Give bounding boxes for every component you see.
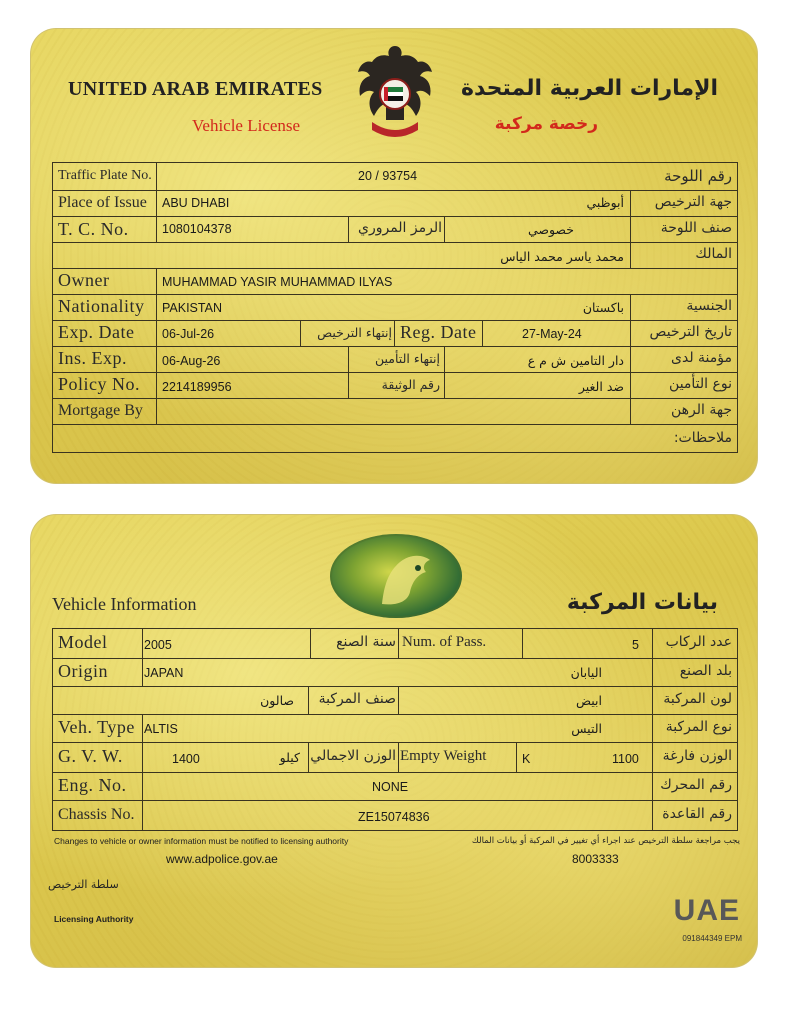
hologram-falcon [330, 534, 462, 618]
label-ar-traffic-plate: رقم اللوحة [664, 167, 732, 185]
label-ar-vehicle-color: لون المركبة [663, 691, 732, 707]
value-empty-weight: 1100 [612, 752, 639, 766]
vehicle-information-title: Vehicle Information [52, 594, 197, 614]
label-ar-empty-weight: الوزن فارغة [662, 748, 732, 764]
label-empty-weight: Empty Weight [400, 748, 487, 764]
value-ar-insurer: دار التامين ش م ع [527, 353, 624, 368]
header-country-ar: الإمارات العربية المتحدة [460, 76, 718, 101]
label-ar-engine-number: رقم المحرك [660, 777, 732, 793]
value-chassis-number: ZE15074836 [358, 810, 430, 824]
label-ar-license-expiry: إنتهاء الترخيص [317, 325, 392, 340]
licensing-authority-en: Licensing Authority [54, 914, 134, 924]
label-engine-number: Eng. No. [58, 775, 127, 795]
header-country-en: UNITED ARAB EMIRATES [68, 78, 323, 100]
row-insurance-expiry [52, 346, 738, 373]
row-origin [52, 658, 738, 687]
website-link[interactable]: www.adpolice.gov.ae [166, 852, 278, 866]
value-tc-number: 1080104378 [162, 222, 232, 236]
value-traffic-plate: 20 / 93754 [358, 169, 418, 183]
label-ar-manufacture-year: سنة الصنع [336, 634, 396, 650]
row-mortgage [52, 398, 738, 425]
value-ar-origin: اليابان [570, 665, 602, 680]
label-ar-traffic-code: الرمز المروري [357, 220, 442, 236]
label-place-of-issue: Place of Issue [58, 194, 147, 211]
label-model: Model [58, 632, 108, 652]
label-ar-vehicle-class: صنف المركبة [318, 691, 396, 707]
row-engine-number [52, 772, 738, 801]
label-owner: Owner [58, 270, 110, 290]
value-policy-number: 2214189956 [162, 380, 232, 394]
value-engine-number: NONE [372, 780, 409, 794]
label-mortgage: Mortgage By [58, 402, 143, 419]
label-ar-owner: المالك [695, 246, 732, 262]
label-traffic-plate: Traffic Plate No. [58, 168, 152, 183]
value-place-of-issue: ABU DHABI [162, 196, 230, 210]
row-owner [52, 268, 738, 295]
label-ar-nationality: الجنسية [686, 298, 732, 314]
vehicle-information-title-ar: بيانات المركبة [566, 590, 718, 615]
value-ar-vehicle-type: التيس [571, 721, 602, 736]
label-chassis-number: Chassis No. [58, 806, 135, 823]
label-policy-number: Policy No. [58, 374, 141, 394]
vehicle-license-front [30, 28, 758, 484]
label-ar-num-passengers: عدد الركاب [665, 634, 732, 650]
label-insurance-expiry: Ins. Exp. [58, 348, 127, 368]
value-ar-plate-class: خصوصي [527, 222, 574, 237]
label-ar-gross-weight: الوزن الاجمالي [310, 748, 396, 764]
row-vehicle-type [52, 714, 738, 743]
label-registration-date: Reg. Date [400, 322, 477, 342]
country-code: UAE [673, 894, 740, 927]
uae-eagle-emblem [352, 42, 438, 144]
row-expiry-date [52, 320, 738, 347]
label-origin: Origin [58, 661, 108, 681]
notice-en: Changes to vehicle or owner information must be notified to licensing authority [54, 836, 349, 846]
row-model [52, 628, 738, 659]
value-insurance-expiry: 06-Aug-26 [162, 354, 221, 368]
label-ar-insurance-expiry: إنتهاء التأمين [375, 351, 440, 366]
row-policy-number [52, 372, 738, 399]
label-ar-mortgage: جهة الرهن [671, 402, 732, 418]
header-license-en: Vehicle License [192, 116, 301, 135]
label-nationality: Nationality [58, 296, 145, 316]
row-chassis-number [52, 800, 738, 831]
label-ar-registration-date: تاريخ الترخيص [649, 324, 732, 340]
row-notes [52, 424, 738, 453]
row-color [52, 686, 738, 715]
vehicle-license-back [30, 514, 758, 968]
value-owner: MUHAMMAD YASIR MUHAMMAD ILYAS [162, 275, 393, 289]
value-ar-place-of-issue: أبوظبي [586, 195, 624, 210]
value-model: 2005 [144, 638, 172, 652]
label-gross-vehicle-weight: G. V. W. [58, 746, 123, 766]
label-ar-notes: ملاحظات: [673, 430, 732, 446]
notice-ar: يجب مراجعة سلطة الترخيص عند اجراء أي تغيير في المركبة أو بيانات المالك [471, 836, 740, 846]
value-num-passengers: 5 [632, 638, 639, 652]
value-ar-vehicle-class: صالون [260, 693, 294, 708]
label-ar-insurance-type: نوع التأمين [669, 376, 732, 392]
label-vehicle-type: Veh. Type [58, 717, 135, 737]
value-vehicle-type: ALTIS [144, 722, 178, 736]
label-ar-policy-number: رقم الوثيقة [381, 377, 440, 392]
row-nationality [52, 294, 738, 321]
value-nationality: PAKISTAN [162, 301, 222, 315]
value-gross-vehicle-weight: 1400 [172, 752, 200, 766]
label-expiry-date: Exp. Date [58, 322, 135, 342]
header-license-ar: رخصة مركبة [494, 114, 598, 134]
value-origin: JAPAN [144, 666, 184, 680]
label-ar-plate-class: صنف اللوحة [660, 220, 732, 236]
licensing-authority-ar: سلطة الترخيص [48, 878, 119, 891]
card-serial: 091844349 EPM [682, 934, 742, 943]
label-ar-chassis-number: رقم القاعدة [662, 806, 732, 822]
label-ar-vehicle-type: نوع المركبة [665, 719, 732, 735]
row-place-of-issue [52, 190, 738, 217]
value-expiry-date: 06-Jul-26 [162, 327, 215, 341]
value-ar-insurance-type: ضد الغير [578, 379, 624, 394]
value-empty-weight-unit: K [522, 752, 531, 766]
row-tc-number [52, 216, 738, 243]
phone-number: 8003333 [572, 852, 619, 866]
row-owner-ar [52, 242, 738, 269]
label-ar-place-of-issue: جهة الترخيص [654, 194, 732, 210]
value-ar-vehicle-color: ابيض [575, 693, 602, 708]
label-tc-number: T. C. No. [58, 219, 129, 239]
falcon-icon [330, 534, 462, 618]
label-ar-origin: بلد الصنع [679, 663, 732, 679]
value-ar-owner: محمد ياسر محمد الياس [500, 249, 624, 264]
value-registration-date: 27-May-24 [522, 327, 582, 341]
value-ar-nationality: باكستان [582, 300, 624, 315]
row-gvw [52, 742, 738, 773]
value-ar-weight-unit: كيلو [279, 750, 300, 765]
label-ar-insured-with: مؤمنة لدى [671, 350, 732, 366]
label-num-passengers: Num. of Pass. [402, 634, 487, 650]
row-traffic-plate [52, 162, 738, 191]
